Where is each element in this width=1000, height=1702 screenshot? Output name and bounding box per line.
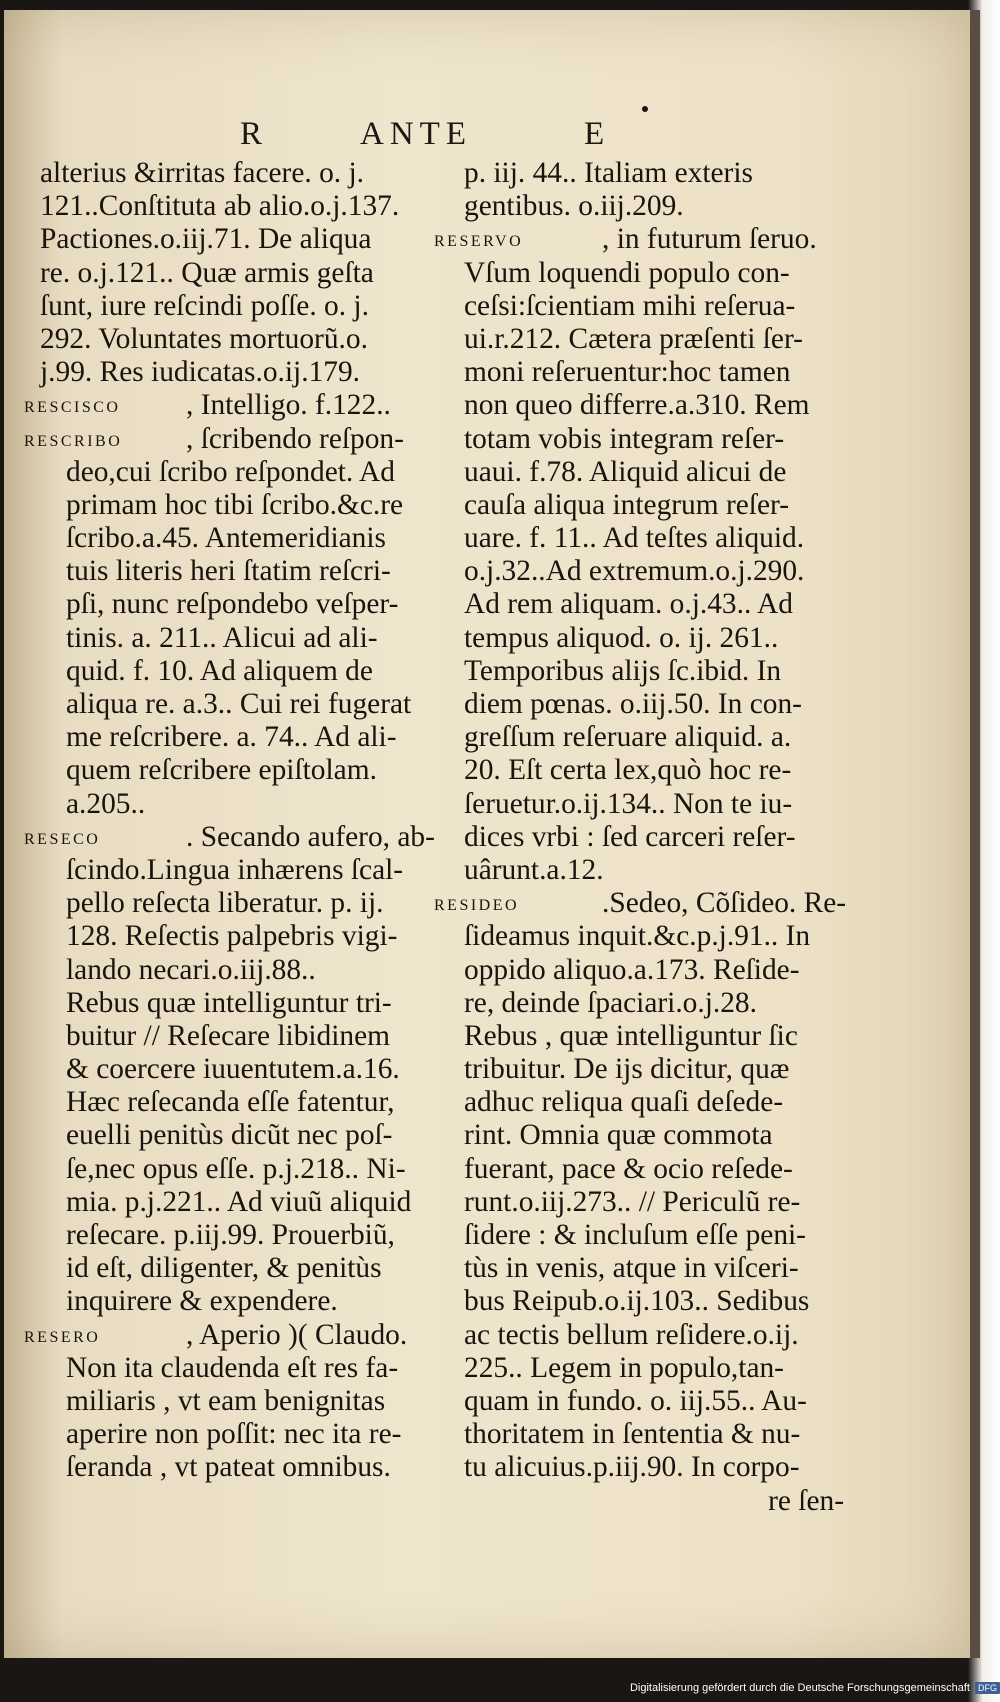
line-text: 292. Voluntates mortuorũ.o. [40, 322, 368, 355]
line-text: me reſcribere. a. 74.. Ad ali- [66, 721, 397, 754]
text-line [464, 588, 844, 621]
text-line [464, 1020, 844, 1053]
line-text: Temporibus alijs ſc.ibid. In [464, 654, 782, 687]
line-text: oppido aliquo.a.173. Reſide- [464, 953, 800, 986]
text-line [464, 257, 844, 290]
line-text: gentibus. o.iij.209. [464, 190, 684, 223]
line-text: , Intelligo. f.122.. [186, 389, 391, 422]
line-text: 225.. Legem in populo,tan- [464, 1351, 784, 1384]
text-line [40, 157, 440, 190]
catchword: re ſen- [768, 1484, 844, 1517]
text-line [40, 788, 440, 821]
line-text: alterius &irritas facere. o. j. [40, 157, 364, 189]
line-text: quam in fundo. o. iij.55.. Au- [464, 1384, 807, 1417]
line-text: pello reſecta liberatur. p. ij. [66, 887, 384, 920]
line-text: buitur // Reſecare libidinem [66, 1019, 391, 1052]
line-text: . Secando aufero, ab- [186, 820, 435, 853]
text-line [434, 223, 844, 256]
text-line [464, 954, 844, 987]
text-line [40, 555, 440, 588]
line-text: totam vobis integram reſer- [464, 422, 785, 455]
text-line [464, 920, 844, 953]
line-text: quid. f. 10. Ad aliquem de [66, 654, 373, 687]
line-text: re. o.j.121.. Quæ armis geſta [40, 256, 374, 289]
text-line [40, 1418, 440, 1451]
line-text: Hæc reſecanda eſſe fatentur, [66, 1086, 395, 1119]
line-text: ſe,nec opus eſſe. p.j.218.. Ni- [66, 1152, 406, 1185]
text-line [464, 1252, 844, 1285]
text-line [464, 1119, 844, 1152]
text-line [464, 323, 844, 356]
digitization-footer [600, 1682, 1000, 1700]
line-text: greſſum reſeruare aliquid. a. [464, 721, 792, 754]
line-text: 128. Reſectis palpebris vigi- [66, 920, 398, 953]
text-line [464, 290, 844, 323]
text-line [464, 1352, 844, 1385]
line-text: ſidere : & incluſum eſſe peni- [464, 1219, 806, 1251]
line-text: bus Reipub.o.ij.103.. Sedibus [464, 1285, 810, 1318]
line-text: thoritatem in ſententia & nu- [464, 1418, 801, 1451]
line-text: Pactiones.o.iij.71. De aliqua [40, 223, 372, 256]
text-line [24, 422, 440, 456]
text-line [40, 1285, 440, 1318]
text-line [464, 987, 844, 1020]
text-line [464, 1186, 844, 1219]
text-line [40, 588, 440, 621]
text-line [40, 920, 440, 953]
line-text: Rebus , quæ intelliguntur ſic [464, 1019, 798, 1052]
line-text: ceſsi:ſcientiam mihi reſerua- [464, 289, 796, 322]
line-text: ſeranda , vt pateat omnibus. [66, 1451, 391, 1484]
line-text: , in futurum ſeruo. [602, 223, 817, 256]
line-text: inquirere & expendere. [66, 1285, 338, 1318]
text-line [464, 1153, 844, 1186]
text-line [464, 1053, 844, 1086]
text-line [40, 655, 440, 688]
line-text: tribuitur. De ijs dicitur, quæ [464, 1053, 790, 1086]
line-text: ſcindo.Lingua inhærens ſcal- [66, 853, 404, 886]
line-text: pſi, nunc reſpondebo veſper- [66, 588, 399, 621]
line-text: j.99. Res iudicatas.o.ij.179. [40, 356, 360, 389]
text-line [40, 257, 440, 290]
line-text: ac tectis bellum reſidere.o.ij. [464, 1318, 799, 1351]
line-text: tu alicuius.p.iij.90. In corpo- [464, 1451, 800, 1484]
text-line [40, 1385, 440, 1418]
line-text: aperire non poſſit: nec ita re- [66, 1418, 402, 1451]
text-line [40, 987, 440, 1020]
line-text: , Aperio )( Claudo. [186, 1318, 408, 1351]
text-line [464, 1285, 844, 1318]
text-line [464, 622, 844, 655]
text-line [434, 887, 847, 920]
entry-headword: RESERO [24, 1328, 101, 1346]
text-line [464, 1219, 844, 1252]
text-line [464, 356, 844, 389]
line-text: Vſum loquendi populo con- [464, 256, 790, 289]
line-text: rint. Omnia quæ commota [464, 1119, 773, 1152]
dfg-logo: DFG [975, 1682, 1000, 1694]
text-line [40, 223, 440, 256]
text-line [40, 1186, 440, 1219]
running-head-left: R [240, 116, 264, 152]
text-line [464, 688, 844, 721]
line-text: aliqua re. a.3.. Cui rei fugerat [66, 688, 412, 720]
text-line [464, 190, 844, 223]
line-text: tùs in venis, atque in viſceri- [464, 1252, 799, 1285]
text-line [40, 854, 440, 887]
line-text: uaui. f.78. Aliquid alicui de [464, 455, 787, 488]
line-text: mia. p.j.221.. Ad viuũ aliquid [66, 1185, 412, 1218]
line-text: dices vrbi : ſed carceri reſer- [464, 820, 796, 853]
text-line [464, 1418, 844, 1451]
text-line [40, 456, 440, 489]
line-text: primam hoc tibi ſcribo.&c.re [66, 488, 404, 521]
entry-headword: RESCISCO [24, 399, 121, 417]
left-column [24, 157, 440, 1485]
text-line [464, 555, 844, 588]
line-text: tuis literis heri ſtatim reſcri- [66, 555, 391, 588]
text-line [464, 389, 844, 422]
text-line [24, 1318, 440, 1352]
text-line [464, 489, 844, 522]
text-line [464, 655, 844, 688]
line-text: ſcribo.a.45. Antemeridianis [66, 522, 386, 555]
text-line [464, 1319, 844, 1352]
text-line [40, 1119, 440, 1152]
text-line [464, 1086, 844, 1119]
text-line [464, 721, 844, 754]
line-text: runt.o.iij.273.. // Periculũ re- [464, 1185, 801, 1218]
line-text: tempus aliquod. o. ij. 261.. [464, 621, 779, 654]
line-text: re, deinde ſpaciari.o.j.28. [464, 986, 757, 1019]
line-text: a.205.. [66, 787, 146, 820]
text-line [40, 754, 440, 787]
text-line [24, 389, 440, 422]
running-head [4, 116, 970, 160]
line-text: uârunt.a.12. [464, 853, 604, 886]
text-line [40, 721, 440, 754]
line-text: p. iij. 44.. Italiam exteris [464, 157, 753, 189]
text-line [40, 1451, 440, 1484]
line-text: Ad rem aliquam. o.j.43.. Ad [464, 588, 793, 621]
text-line [464, 157, 844, 190]
text-line [40, 954, 440, 987]
text-line [464, 788, 844, 821]
line-text: lando necari.o.iij.88.. [66, 953, 316, 986]
text-line [40, 1020, 440, 1053]
text-line [24, 820, 440, 854]
line-text: 20. Eſt certa lex,quò hoc re- [464, 754, 792, 787]
line-text: non queo differre.a.310. Rem [464, 389, 810, 422]
footer-text: Digitalisierung gefördert durch die Deutsche Forschungsgemeinschaft [629, 1682, 970, 1694]
line-text: ſeruetur.o.ij.134.. Non te iu- [464, 787, 793, 820]
line-text: reſecare. p.iij.99. Prouerbiũ, [66, 1219, 395, 1251]
line-text: Non ita claudenda eſt res fa- [66, 1351, 399, 1384]
text-line [464, 821, 844, 854]
text-line [40, 190, 440, 223]
line-text: uare. f. 11.. Ad teſtes aliquid. [464, 522, 805, 555]
entry-headword: RESIDEO [434, 897, 520, 915]
line-text: & coercere iuuentutem.a.16. [66, 1053, 400, 1086]
entry-headword: RESCRIBO [24, 432, 123, 450]
entry-headword: RESECO [24, 830, 101, 848]
text-line [40, 1086, 440, 1119]
text-line [40, 1053, 440, 1086]
running-head-center: ANTE [360, 116, 472, 152]
text-line [40, 489, 440, 522]
text-line [464, 522, 844, 555]
text-line [40, 323, 440, 356]
line-text: fuerant, pace & ocio reſede- [464, 1152, 793, 1185]
text-line [40, 1352, 440, 1385]
line-text: cauſa aliqua integrum reſer- [464, 488, 789, 521]
line-text: deo,cui ſcribo reſpondet. Ad [66, 455, 395, 488]
text-line [40, 1219, 440, 1252]
line-text: ſideamus inquit.&c.p.j.91.. In [464, 920, 811, 953]
text-line [40, 290, 440, 323]
running-head-right: E [584, 116, 606, 152]
text-line [40, 622, 440, 655]
line-text: o.j.32..Ad extremum.o.j.290. [464, 555, 805, 588]
line-text: miliaris , vt eam benignitas [66, 1384, 386, 1417]
line-text: Rebus quæ intelliguntur tri- [66, 986, 392, 1019]
text-line [40, 688, 440, 721]
line-text: id eſt, diligenter, & penitùs [66, 1252, 382, 1285]
line-text: 121..Conſtituta ab alio.o.j.137. [40, 190, 400, 223]
line-text: diem pœnas. o.iij.50. In con- [464, 688, 802, 720]
right-column [434, 157, 847, 1518]
line-text: adhuc reliqua quaſi deſede- [464, 1086, 784, 1119]
line-text: quem reſcribere epiſtolam. [66, 754, 377, 787]
text-line [464, 1385, 844, 1418]
text-line [464, 1451, 844, 1484]
text-line [464, 854, 844, 887]
line-text: .Sedeo, Cõſideo. Re- [602, 887, 847, 920]
line-text: ui.r.212. Cætera præſenti ſer- [464, 322, 803, 355]
book-page [4, 10, 980, 1658]
text-line [40, 887, 440, 920]
text-line [464, 754, 844, 787]
entry-headword: RESERVO [434, 233, 524, 251]
text-line [464, 423, 844, 456]
text-line [40, 522, 440, 555]
text-line [464, 456, 844, 489]
ink-dot [642, 106, 648, 112]
line-text: ſunt, iure reſcindi poſſe. o. j. [40, 289, 369, 322]
line-text: tinis. a. 211.. Alicui ad ali- [66, 621, 378, 654]
line-text: euelli penitùs dicũt nec poſ- [66, 1119, 393, 1152]
line-text: moni reſeruentur:hoc tamen [464, 356, 791, 389]
text-line [40, 1252, 440, 1285]
text-line [40, 1153, 440, 1186]
text-line [40, 356, 440, 389]
line-text: , ſcribendo reſpon- [186, 422, 404, 455]
